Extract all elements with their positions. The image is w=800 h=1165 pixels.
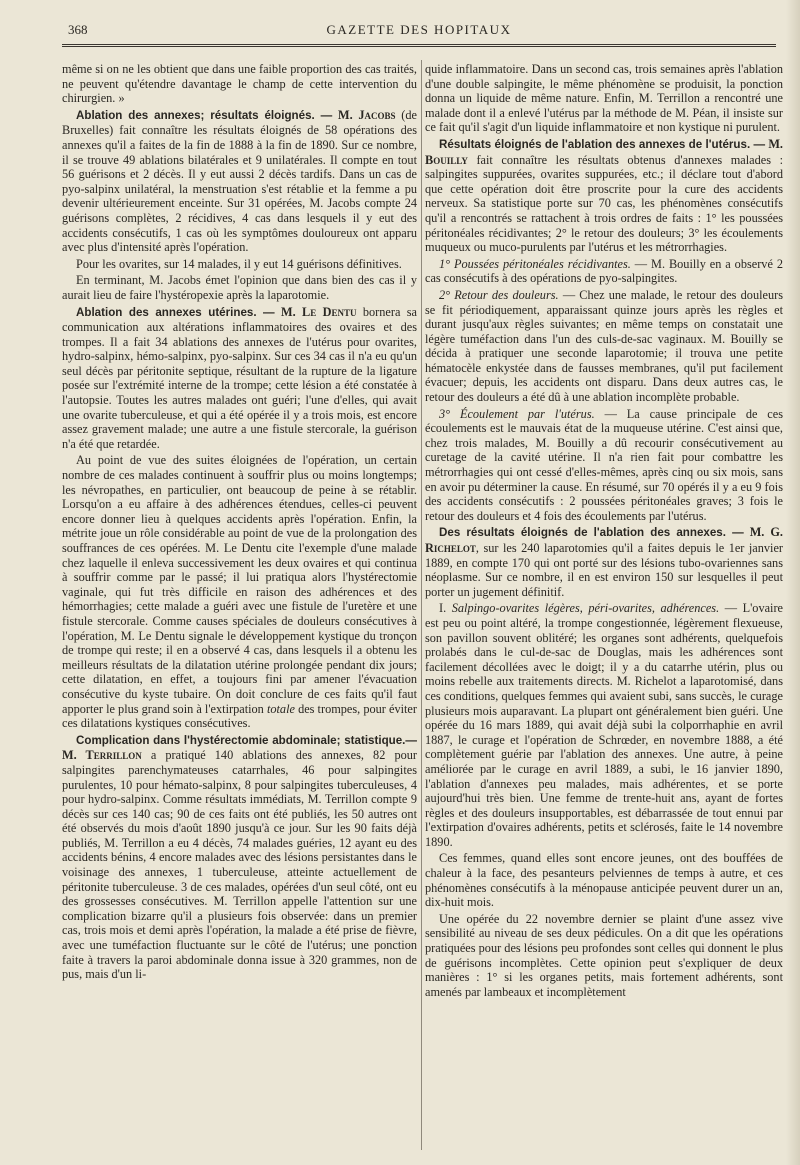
list-item (425, 288, 783, 405)
section-heading: Ablation des annexes utérines. — (76, 305, 275, 319)
paragraph-text: a pratiqué 140 ablations des annexes, 82 pour salpingites parenchymateuses catarrhales, 46 pour salpingites purulentes, 10 pour hémato-salpinx, 8 pour salpingites tuberculeuses, 4 pour hydro-salpinx. Comme résultats immédiats, M. Terrillon compte 9 décès sur ces 140 cas; 90 de ces faits ont été publiés, les 50 autres ont été observés du mois d'août 1890 jusqu'à ce jour. Sur les 90 faits déjà publiés, M. Terrillon a eu 4 décès, 74 malades guéries, 12 ayant eu des accidents bénins, 4 encore malades avec des lésions persistantes dans le voisinage des annexes, 1 tuberculeuse, atteinte actuellement de péritonite tuberculeuse. 3 de ces malades, opérées d'un seul côté, ont eu des grossesses consécutives. M. Terrillon appelle l'attention sur une complication bizarre qu'il a plusieurs fois observée: dans un premier cas, trois mois et demi après l'opération, la malade a été prise de fièvre, avec une tuméfaction fluctuante sur le côté de l'utérus; une ponction faite à travers la paroi abdominale donna issue à 320 grammes, non de pus, mais d'un li- (62, 748, 417, 982)
section-heading: Résultats éloignés de l'ablation des annexes de l'utérus. — (439, 137, 766, 151)
paragraph: même si on ne les obtient que dans une faible proportion des cas traités, ne peuvent qu'étendre davantage le champ de cette intervention du chirurgien. » (62, 62, 417, 106)
emphasis-text: 2° Retour des douleurs. (439, 287, 559, 302)
emphasis-text: Salpingo-ovarites légères, péri-ovarites, adhérences. (451, 601, 720, 616)
page-edge-shadow (786, 0, 800, 1165)
section-heading: Des résultats éloignés de l'ablation des annexes. — (439, 526, 744, 540)
paragraph: Une opérée du 22 novembre dernier se plaint d'une assez vive sensibilité au niveau de ses deux pédicules. On a dit que les opérations pratiquées pour des lésions peu profondes sont celles qui donnent le plus de guérisons incomplètes. Cette opinion peut s'expliquer de deux manières : 1° si les organes petits, mais fortement adhérents, sont amenés par lambeaux et incomplètement (425, 911, 783, 999)
paragraph-text: fait connaître les résultats obtenus d'annexes malades : salpingites suppurées, ovarites suppurées, etc.; il déclare tout d'abord que cette opération doit être proscrite pour la cure des accidents nerveux. Sa statistique porte sur 70 cas, les phénomènes consécutifs qu'il a rencontrés se rattachent à trois ordres de faits : 1° les poussées péritonéales récidivantes; 2° le retour des douleurs; 3° les écoulements muqueux ou muco-purulents par l'utérus et les métrorrhagies. (425, 152, 783, 255)
paragraph-text: — La cause principale de ces écoulements est le mauvais état de la muqueuse utérine. C'est ainsi que, chez trois malades, M. Bouilly a dû recourir consécutivement au curetage de la cavité utérine. Il n'a rien fait pour combattre les métrorrhagies qui ont cessé d'elles-mêmes, après cinq ou six mois, sans en avoir pu déterminer la cause. En résumé, sur 70 opérés il y a eu 9 fois des accidents consécutifs : 2 poussées péritonéales graves; 3 fois le retour des douleurs et 4 fois des écoulements par l'utérus. (425, 406, 783, 523)
paragraph (62, 453, 417, 730)
right-column (425, 62, 783, 1152)
paragraph-text: — M. Bouilly en a observé 2 cas consécutifs à des opérations de pyo-salpingites. (425, 256, 783, 286)
article-bouilly (425, 137, 783, 255)
left-column (62, 62, 417, 1152)
journal-title: GAZETTE DES HOPITAUX (326, 22, 512, 37)
paragraph-text: , sur les 240 laparotomies qu'il a faites depuis le 1er janvier 1889, en compte 170 qui ont porté sur des lésions tubo-ovariennes sans néoplasme. Sur ce nombre, il en est environ 150 sur lesquelles il peut porter un jugement définitif. (425, 541, 783, 599)
emphasis-text: totale (266, 701, 295, 716)
paragraph-text: Au point de vue des suites éloignées de l'opération, un certain nombre de ces malades continuent à souffrir plus ou moins longtemps; les névropathes, en particulier, ont beaucoup de peine à se rétablir. Lorsqu'on a eu affaire à des adhérences étendues, celles-ci peuvent encore donner lieu à quelques accidents après l'opération. Enfin, la métrite joue un rôle considérable au point de vue de la prolongation des souffrances de ces opérées. M. Le Dentu cite l'exemple d'une malade chez laquelle il enleva successivement les deux ovaires et qui continua à souffrir comme par le passé; il lui pratiqua alors l'hystérectomie vaginale, qui fut très difficile en raison des adhérences et des hémorrhagies; cette malade a guéri avec une fistule de l'uretère et une fistule stercorale. Comme causes spéciales de douleurs consécutives à l'opération, M. Le Dentu signale le développement kystique du tronçon de trompe qui reste; il en a observé 4 cas, dans lesquels il a obtenu les meilleurs résultats de la dilatation utérine prolongée pendant dix jours; cette dilatation, en effet, a toujours fini par amener l'évacuation consécutive du kyste tubaire. On doit conclure de ces faits qu'il faut apporter le plus grand soin à l'extirpation (62, 453, 417, 716)
author-name: M. Le Dentu (281, 304, 357, 319)
emphasis-text: 1° Poussées péritonéales récidivantes. (439, 256, 631, 271)
author-name: M. Jacobs (337, 107, 396, 122)
article-terrillon (62, 733, 417, 982)
section-heading: Ablation des annexes; résultats éloignés. — (76, 108, 333, 122)
page-number: 368 (68, 22, 88, 37)
paragraph-text: bornera sa communication aux altérations inflammatoires des ovaires et des trompes. Il a fait 34 ablations des annexes de l'utérus pour ovarites, hydro-salpinx, hémo-salpinx, pyo-salpinx. Sur ces 34 cas il n'a eu qu'un seul décès par péritonite septique, résultant de la rupture de la ligature posée sur l'extrémité interne de la trompe; cette lésion a été constatée à l'autopsie. Toutes les autres malades ont guéri; l'une d'elles, qui avait une ovarite tuberculeuse, et qui a été opérée il y a trois mois, est encore assez gravement malade; une autre a une fistule stercorale, la guérison n'a été que retardée. (62, 304, 417, 451)
article-richelot (425, 525, 783, 599)
list-item (425, 407, 783, 524)
column-divider (421, 60, 422, 1150)
paragraph-text: — Chez une malade, le retour des douleurs se fit périodiquement, apparaissant quinze jours après les règles et durant jusqu'aux règles suivantes; en même temps on constatait une légère tuméfaction dans l'un des culs-de-sac vaginaux. M. Bouilly se décida à pratiquer une seconde laparotomie; il trouva une petite hématocèle enkystée dans de fausses membranes, qu'il put facilement évacuer; depuis, les accidents ont disparu. Dans deux autres cas, le retour des douleurs a été dû à une ablation incomplète probable. (425, 287, 783, 405)
emphasis-text: 3° Écoulement par l'utérus. (439, 406, 595, 421)
article-le-dentu (62, 305, 417, 452)
paragraph-text: — L'ovaire est peu ou point altéré, la trompe congestionnée, légèrement flexueuse, son pavillon souvent oblitéré; les organes sont adhérents, quelquefois prolabés dans le cul-de-sac de Douglas, mais les adhérences sont facilement décollées avec le doigt; il y a du catarrhe utérin, plus ou moins rebelle aux traitements directs. M. Richelot a laparotomisé, dans ces conditions, quelques femmes qui avaient subi, sans succès, le curage plusieurs mois auparavant. La plupart ont généralement bien guéri. Une opérée du 16 mars 1889, qui avait déjà subi la colporrhaphie en avril 1887, le curage et l'opération de Schrœder, en novembre 1888, a été complètement guérie par l'ablation des annexes. Une autre, à peine améliorée par le curage en avril 1889, a subi, le 16 janvier 1890, l'ablation d'annexes peu malades, mais adhérentes, et se porte aujourd'hui très bien. Une femme de trente-huit ans, ayant de fortes règles et des douleurs insupportables, est débarrassée de tout ennui par l'extirpation d'ovaires adhérents, petits et sclérosés, faite le 14 novembre 1890. (425, 601, 783, 849)
paragraph: Pour les ovarites, sur 14 malades, il y eut 14 guérisons définitives. (76, 256, 402, 271)
list-number: I. (439, 601, 447, 616)
article-jacobs (62, 108, 417, 255)
author-name: M. G. Richelot (425, 525, 783, 555)
paragraph: quide inflammatoire. Dans un second cas, trois semaines après l'ablation d'une double salpingite, le même phénomène se produisit, la ponction donna un liquide de même nature. Enfin, M. Terrillon a rencontré une malade dont il a enlevé l'utérus par la méthode de M. Péan, il insiste sur ce fait qu'il s'agit d'un liquide inflammatoire et non kystique ni purulent. (425, 62, 783, 135)
section-heading: Complication dans l'hystérectomie abdominale; statistique.— (76, 733, 417, 747)
list-item (425, 257, 783, 286)
paragraph-text: des trompes, pour éviter ces dilatations kystiques consécutives. (62, 701, 417, 731)
author-name: M. Bouilly (425, 136, 783, 167)
author-name: M. Terrillon (62, 748, 142, 763)
list-item (425, 601, 783, 849)
page-header (62, 22, 776, 47)
paragraph-text: (de Bruxelles) fait connaître les résultats éloignés de 58 opérations des annexes qu'il a faites de la fin de 1888 à la fin de 1890. Sur ce nombre, il se trouve 49 ablations bilatérales et 9 unilatérales. Il compte en tout 56 guérisons et 2 décès. Il y eut aussi 2 décès tardifs. Dans un cas de pyo-salpinx unilatéral, la menstruation s'est rétablie et la femme a pu devenir ultérieurement enceinte. Sur 31 opérées, M. Jacobs compte 24 guérisons complètes, 2 récidives, 4 cas dans lesquels il y eut des accidents consécutifs, 1 cas où les symptômes douloureux ont apparu avec plus d'intensité après l'opération. (62, 107, 417, 255)
paragraph: Ces femmes, quand elles sont encore jeunes, ont des bouffées de chaleur à la face, des pesanteurs pelviennes de temps à autre, et ces phénomènes consécutifs à la ménopause anticipée peuvent durer un an, dix-huit mois. (425, 851, 783, 910)
paragraph: En terminant, M. Jacobs émet l'opinion que dans bien des cas il y aurait lieu de faire l'hystéropexie après la laparotomie. (62, 273, 417, 302)
